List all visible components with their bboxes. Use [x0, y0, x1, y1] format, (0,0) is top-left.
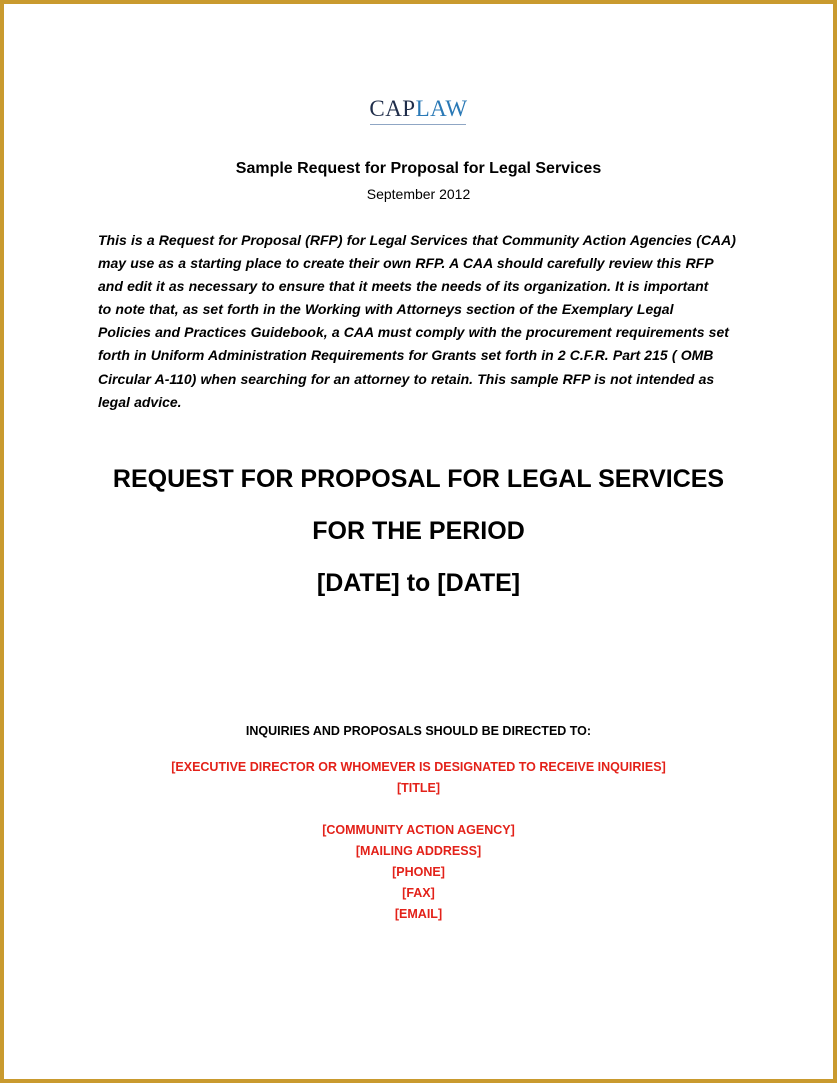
rfp-heading: REQUEST FOR PROPOSAL FOR LEGAL SERVICES: [112, 465, 725, 493]
title-placeholder: [TITLE]: [396, 781, 441, 795]
intro-line: This is a Request for Proposal (RFP) for Legal Services that Community Action Agencies (CAA): [98, 232, 736, 248]
intro-line: Circular A-110) when searching for an attorney to retain. This sample RFP is not intended as: [98, 370, 715, 387]
inquiries-directive: INQUIRIES AND PROPOSALS SHOULD BE DIRECTED TO:: [245, 724, 592, 738]
intro-line: legal advice.: [98, 393, 182, 410]
agency-placeholder: [COMMUNITY ACTION AGENCY]: [322, 823, 515, 837]
period-dates: [DATE] to [DATE]: [316, 569, 521, 597]
logo-underline: [370, 124, 466, 125]
intro-line: forth in Uniform Administration Requirements for Grants set forth in 2 C.F.R. Part 215 ( OMB: [98, 347, 714, 364]
document-date: September 2012: [366, 186, 471, 202]
period-label: FOR THE PERIOD: [312, 517, 525, 545]
intro-line: and edit it as necessary to ensure that it meets the needs of its organization. It is important: [98, 278, 709, 295]
document-title: Sample Request for Proposal for Legal Services: [235, 160, 602, 177]
phone-placeholder: [PHONE]: [392, 865, 445, 879]
caplaw-logo: [0, 96, 837, 122]
fax-placeholder: [FAX]: [402, 886, 435, 900]
recipient-placeholder: [EXECUTIVE DIRECTOR OR WHOMEVER IS DESIGNATED TO RECEIVE INQUIRIES]: [171, 760, 666, 774]
logo-cap-text: CAP: [369, 96, 416, 121]
intro-line: Policies and Practices Guidebook, a CAA must comply with the procurement requirements set: [98, 324, 729, 341]
intro-line: to note that, as set forth in the Working with Attorneys section of the Exemplary Legal: [98, 301, 674, 318]
logo-law-text: LAW: [415, 96, 468, 121]
email-placeholder: [EMAIL]: [394, 907, 443, 921]
intro-line: may use as a starting place to create their own RFP. A CAA should carefully review this RFP: [98, 255, 714, 272]
intro-paragraph: [98, 229, 738, 414]
address-placeholder: [MAILING ADDRESS]: [355, 844, 482, 858]
